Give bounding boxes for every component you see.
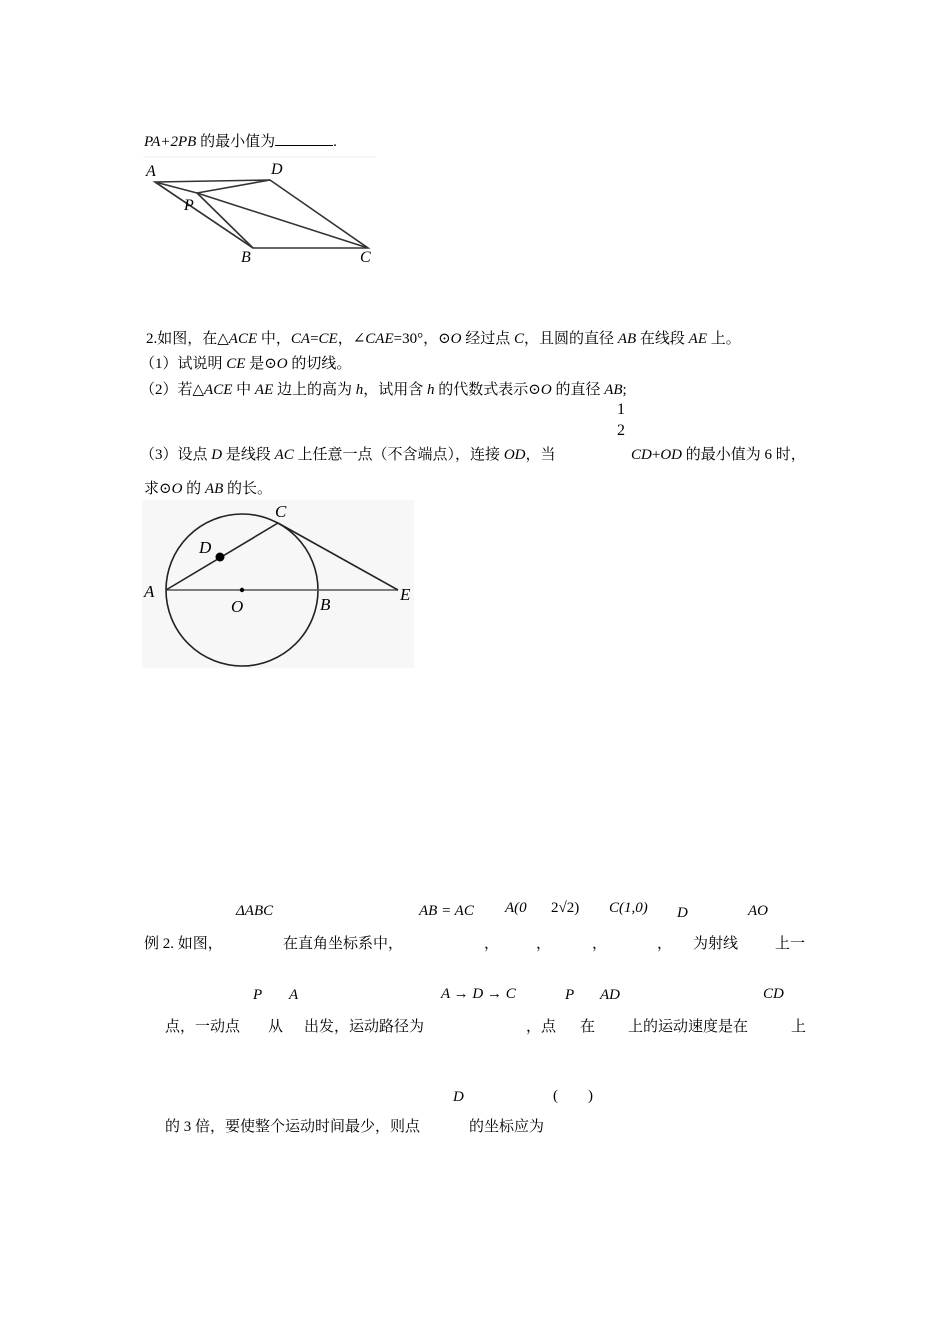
comma: ， [536, 936, 552, 952]
label-B: B [241, 249, 251, 266]
text-run: = [310, 331, 319, 347]
math-symbol: C [514, 331, 525, 347]
text: 的坐标应为 [469, 1119, 545, 1135]
parallelogram-diagram [140, 155, 380, 270]
text: 出发，运动路径为 [304, 1019, 425, 1035]
text: 上的运动速度是在 [628, 1019, 749, 1035]
text-run: 在线段 [636, 331, 689, 347]
label-E: E [400, 585, 411, 604]
problem2-part3-line2 [144, 477, 272, 498]
question-period: . [333, 134, 337, 150]
math-symbol: h [355, 382, 364, 398]
label-A: A [144, 582, 155, 601]
example-label: 例 2. 如图， [144, 936, 223, 952]
circle-tangent-diagram [142, 500, 414, 668]
text: 点，一动点 [165, 1019, 241, 1035]
problem1-question-text: 的最小值为 [196, 134, 276, 150]
math-symbol: AB [617, 331, 637, 347]
problem2-part3-after [631, 443, 806, 464]
math-symbol: AB [604, 382, 623, 398]
text: 从 [268, 1019, 284, 1035]
answer-parentheses[interactable]: ( ) [553, 1088, 593, 1104]
text-run: =30°，⊙ [393, 331, 451, 347]
point-a-coord-part1: A(0 [505, 900, 527, 916]
math-symbol: CE [226, 356, 246, 372]
motion-path: A → D → C [441, 986, 516, 1002]
text: ，点 [526, 1019, 557, 1035]
text-coordinate-system: 在直角坐标系中， [283, 936, 404, 952]
comma: ， [484, 936, 500, 952]
segment-ad: AD [600, 987, 620, 1003]
text: 在 [580, 1019, 596, 1035]
math-symbol: AE [688, 331, 707, 347]
problem2-part1 [140, 352, 351, 373]
problem1-expression: PA+2PB [144, 134, 197, 150]
math-symbol: CAE [365, 331, 394, 347]
math-symbol: h [427, 382, 435, 398]
text-run: + [651, 447, 661, 463]
segment-cd: CD [763, 986, 784, 1002]
text-upper: 上一 [775, 936, 806, 952]
text-run: 经过点 [461, 331, 515, 347]
math-symbol: CA [290, 331, 311, 347]
label-A: A [146, 163, 156, 180]
comma: ， [592, 936, 608, 952]
text-run: （3）设点 [140, 447, 212, 463]
math-symbol: ACE [204, 382, 233, 398]
label-P: P [184, 197, 194, 214]
ab-eq-ac: AB = AC [419, 903, 474, 919]
text-run: 求⊙ [144, 481, 172, 497]
label-O: O [231, 597, 244, 616]
problem2-part3 [140, 443, 556, 464]
triangle-abc: ΔABC [236, 903, 274, 919]
text-run: ; [622, 382, 627, 398]
point-d: D [453, 1089, 464, 1105]
math-symbol: ACE [228, 331, 258, 347]
fraction-numerator: 1 [617, 401, 625, 418]
math-symbol: O [540, 382, 552, 398]
point-p: P [565, 987, 575, 1003]
problem2-figure [142, 500, 414, 668]
point-a: A [289, 987, 299, 1003]
label-C: C [275, 502, 287, 521]
text: 的 3 倍，要使整个运动时间最少，则点 [165, 1119, 421, 1135]
text-run: ，试用含 [363, 382, 428, 398]
point-p: P [253, 987, 263, 1003]
problem2-intro [146, 327, 741, 348]
text-run: 中， [257, 331, 291, 347]
text-run: 的 [182, 481, 205, 497]
math-symbol: AC [274, 447, 294, 463]
text-run: 边上的高为 [273, 382, 356, 398]
label-D: D [199, 538, 212, 557]
problem2-part2 [140, 378, 627, 399]
fraction-denominator: 2 [617, 422, 625, 439]
point-d: D [677, 905, 688, 921]
text-ray: 为射线 [693, 936, 739, 952]
math-symbol: O [276, 356, 288, 372]
fraction-one-half [614, 401, 628, 440]
text-run: 的最小值为 6 时， [681, 447, 806, 463]
label-D: D [271, 161, 283, 178]
text-run: 上。 [706, 331, 741, 347]
math-symbol: AE [254, 382, 274, 398]
text-run: （2）若△ [140, 382, 205, 398]
text-run: 中 [232, 382, 255, 398]
problem1-question [144, 130, 337, 151]
text-run: （1）试说明 [140, 356, 227, 372]
text-run: 的切线。 [287, 356, 352, 372]
segment-ao: AO [748, 903, 768, 919]
math-symbol: AB [204, 481, 224, 497]
text-run: ，∠ [337, 331, 366, 347]
math-symbol: OD [660, 447, 682, 463]
label-B: B [320, 595, 331, 614]
math-symbol: CE [318, 331, 338, 347]
text-run: 是线段 [222, 447, 275, 463]
answer-blank[interactable] [275, 131, 333, 146]
label-C: C [360, 249, 371, 266]
math-symbol: O [450, 331, 462, 347]
math-symbol: CD [631, 447, 652, 463]
text-run: 的直径 [551, 382, 605, 398]
text-run: 的长。 [223, 481, 273, 497]
math-symbol: OD [503, 447, 526, 463]
point-a-coord-part2: 2√2) [551, 900, 580, 916]
text-run: 2.如图，在△ [146, 331, 229, 347]
point-O-dot [240, 588, 244, 592]
text-run: 是⊙ [245, 356, 277, 372]
math-symbol: D [211, 447, 223, 463]
text: 上 [791, 1019, 807, 1035]
math-symbol: O [171, 481, 183, 497]
text-run: ，且圆的直径 [524, 331, 618, 347]
text-run: 上任意一点（不含端点），连接 [293, 447, 504, 463]
text-run: ，当 [525, 447, 556, 463]
point-c-coord: C(1,0) [609, 900, 648, 916]
comma: ， [657, 936, 673, 952]
text-run: 的代数式表示⊙ [434, 382, 541, 398]
point-D-dot [216, 553, 225, 562]
problem1-figure [140, 155, 380, 270]
